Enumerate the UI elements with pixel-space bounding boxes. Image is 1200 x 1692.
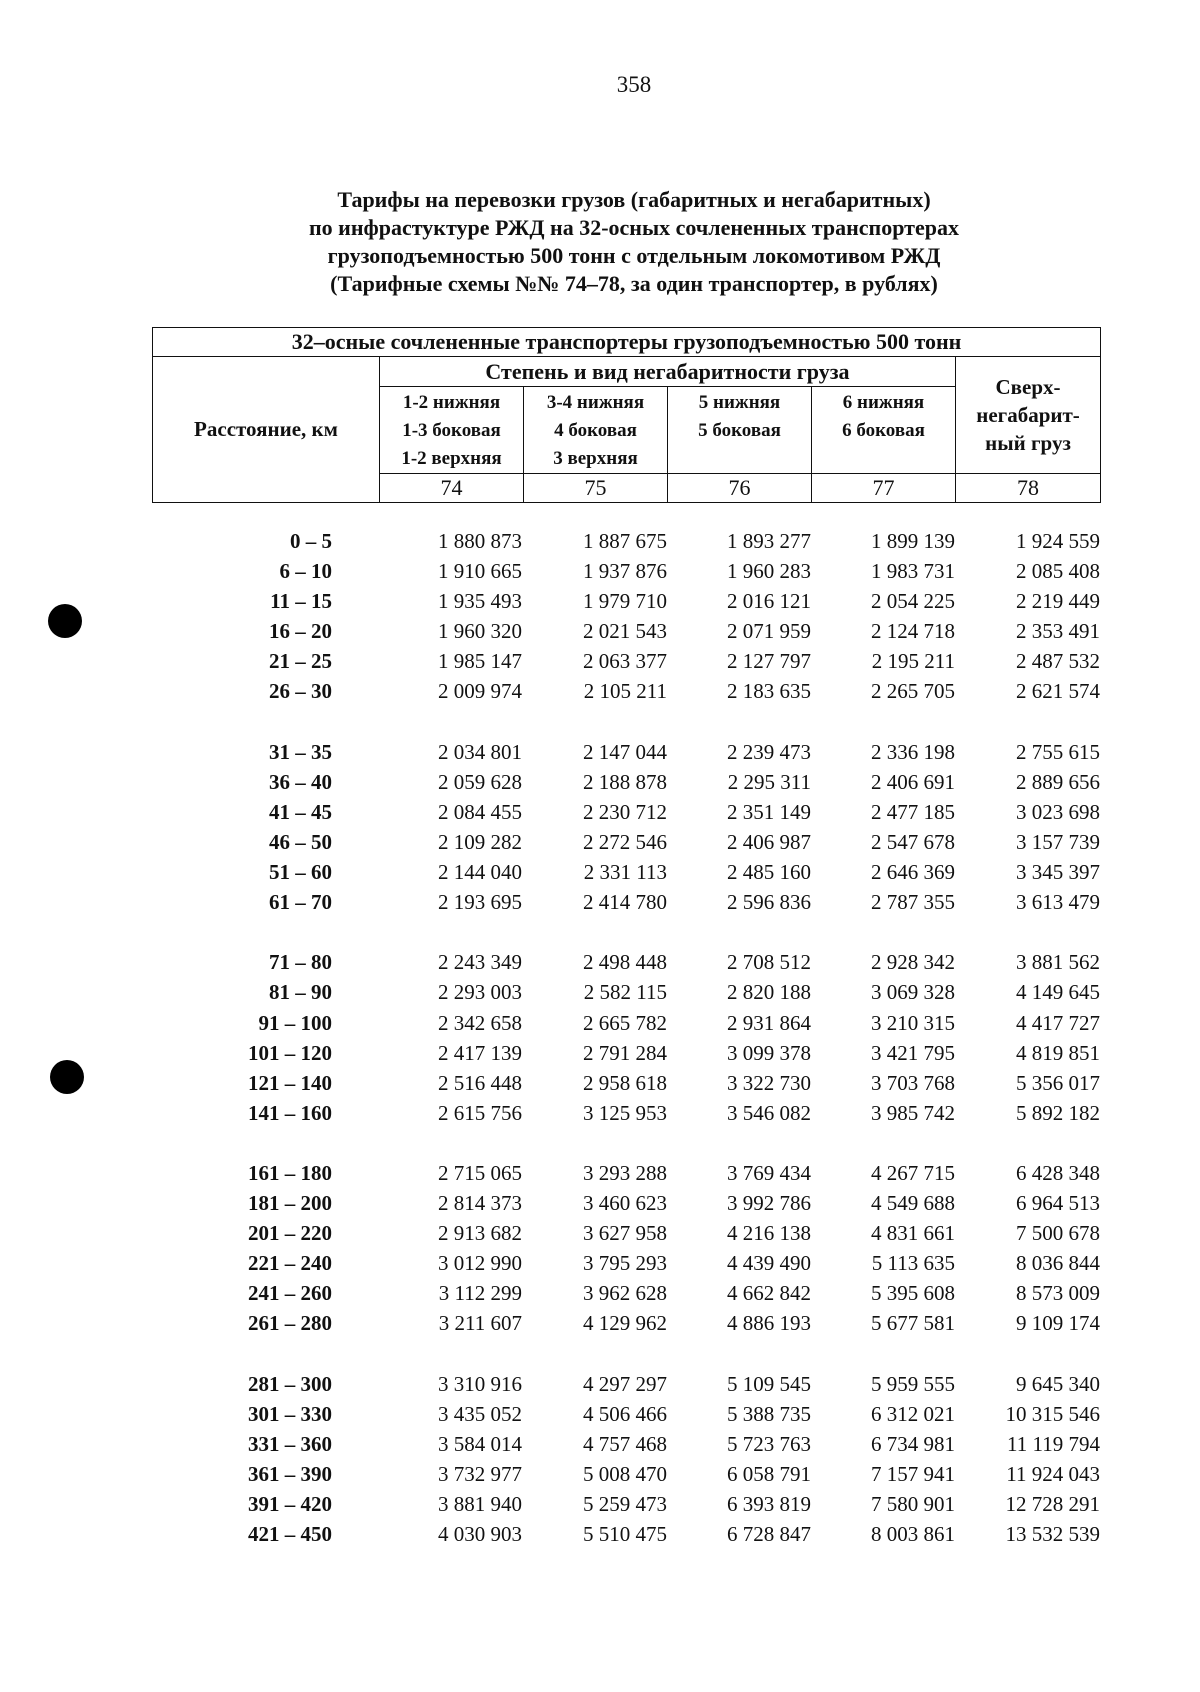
table-row — [0, 1429, 1200, 1459]
table-row — [0, 1519, 1200, 1549]
tariff-value-74: 2 109 282 — [438, 829, 522, 854]
category-line: 6 боковая — [842, 420, 925, 441]
tariff-value-76: 3 769 434 — [727, 1160, 811, 1185]
super-oversize-header — [956, 357, 1101, 474]
tariff-value-76: 5 109 545 — [727, 1371, 811, 1396]
tariff-value-76: 3 546 082 — [727, 1100, 811, 1125]
tariff-value-76: 4 216 138 — [727, 1221, 811, 1246]
tariff-value-76: 2 016 121 — [727, 589, 811, 614]
page-number: 358 — [616, 72, 652, 97]
table-row — [0, 1038, 1200, 1068]
category-line: 5 боковая — [698, 420, 781, 441]
tariff-value-74: 2 615 756 — [438, 1100, 522, 1125]
tariff-value-76: 2 183 635 — [727, 679, 811, 704]
tariff-value-75: 2 958 618 — [583, 1070, 667, 1095]
distance-range: 121 – 140 — [248, 1070, 332, 1095]
tariff-value-76: 3 992 786 — [727, 1191, 811, 1216]
tariff-value-75: 2 414 780 — [583, 890, 667, 915]
tariff-value-76: 2 351 149 — [727, 799, 811, 824]
tariff-value-75: 4 506 466 — [583, 1401, 667, 1426]
distance-range: 26 – 30 — [269, 679, 332, 704]
distance-range: 361 – 390 — [248, 1461, 332, 1486]
tariff-value-76: 2 485 160 — [727, 860, 811, 885]
tariff-value-75: 2 791 284 — [583, 1040, 667, 1065]
distance-range: 71 – 80 — [269, 950, 332, 975]
table-row — [0, 977, 1200, 1007]
tariff-value-75: 4 757 468 — [583, 1431, 667, 1456]
table-row — [0, 797, 1200, 827]
tariff-value-77: 6 734 981 — [871, 1431, 955, 1456]
title-line: (Тарифные схемы №№ 74–78, за один транспортер, в рублях) — [330, 271, 938, 296]
tariff-value-78: 8 036 844 — [1016, 1251, 1100, 1276]
tariff-value-77: 3 703 768 — [871, 1070, 955, 1095]
tariff-value-76: 3 322 730 — [727, 1070, 811, 1095]
title-line: грузоподъемностью 500 тонн с отдельным локомотивом РЖД — [327, 243, 941, 268]
table-row — [0, 1068, 1200, 1098]
category-line: 1-3 боковая — [402, 420, 501, 441]
table-row — [0, 526, 1200, 556]
tariff-value-77: 4 831 661 — [871, 1221, 955, 1246]
tariff-value-78: 7 500 678 — [1016, 1221, 1100, 1246]
tariff-value-77: 2 124 718 — [871, 619, 955, 644]
title-line: Тарифы на перевозки грузов (габаритных и негабаритных) — [337, 187, 931, 212]
super-oversize-line: Сверх- — [995, 375, 1061, 399]
category-line: 6 нижняя — [842, 392, 925, 413]
tariff-value-74: 2 913 682 — [438, 1221, 522, 1246]
tariff-value-77: 3 985 742 — [871, 1100, 955, 1125]
table-row — [0, 1008, 1200, 1038]
tariff-value-77: 7 580 901 — [871, 1492, 955, 1516]
tariff-value-74: 3 584 014 — [438, 1431, 522, 1456]
distance-range: 301 – 330 — [248, 1401, 332, 1426]
distance-range: 391 – 420 — [248, 1492, 332, 1516]
table-row — [0, 887, 1200, 917]
tariff-value-75: 2 331 113 — [583, 860, 667, 885]
tariff-value-75: 1 937 876 — [583, 559, 667, 584]
table-top-header: 32–осные сочлененные транспортеры грузоподъемностью 500 тонн — [153, 328, 1101, 357]
tariff-value-77: 2 406 691 — [871, 769, 955, 794]
tariff-value-77: 5 959 555 — [871, 1371, 955, 1396]
tariff-table-header — [152, 327, 1101, 503]
tariff-value-76: 2 820 188 — [727, 980, 811, 1005]
tariff-value-75: 3 795 293 — [583, 1251, 667, 1276]
tariff-value-77: 3 069 328 — [871, 980, 955, 1005]
distance-range: 221 – 240 — [248, 1251, 332, 1276]
category-line: 4 боковая — [554, 420, 637, 441]
tariff-value-76: 1 893 277 — [727, 529, 811, 553]
tariff-value-74: 3 310 916 — [438, 1371, 522, 1396]
tariff-value-78: 9 645 340 — [1016, 1371, 1100, 1396]
tariff-value-77: 5 395 608 — [871, 1281, 955, 1306]
tariff-value-76: 5 723 763 — [727, 1431, 811, 1456]
tariff-value-75: 3 125 953 — [583, 1100, 667, 1125]
tariff-value-77: 4 267 715 — [871, 1160, 955, 1185]
category-line: 3 верхняя — [553, 448, 638, 469]
tariff-value-77: 2 195 211 — [871, 649, 955, 674]
tariff-value-76: 2 596 836 — [727, 890, 811, 915]
tariff-value-74: 2 715 065 — [438, 1160, 522, 1185]
oversize-degree-header: Степень и вид негабаритности груза — [380, 357, 956, 387]
tariff-value-75: 1 887 675 — [583, 529, 667, 553]
tariff-value-77: 2 477 185 — [871, 799, 955, 824]
tariff-value-74: 3 012 990 — [438, 1251, 522, 1276]
scheme-number-74: 74 — [380, 474, 524, 503]
tariff-value-78: 1 924 559 — [1016, 529, 1100, 553]
distance-range: 241 – 260 — [248, 1281, 332, 1306]
distance-range: 161 – 180 — [248, 1160, 332, 1185]
tariff-value-74: 4 030 903 — [438, 1522, 522, 1547]
tariff-value-77: 2 054 225 — [871, 589, 955, 614]
tariff-value-75: 2 063 377 — [583, 649, 667, 674]
tariff-value-74: 3 435 052 — [438, 1401, 522, 1426]
tariff-value-74: 1 960 320 — [438, 619, 522, 644]
tariff-value-78: 11 119 794 — [1007, 1431, 1100, 1456]
table-row — [0, 586, 1200, 616]
tariff-value-76: 4 662 842 — [727, 1281, 811, 1306]
tariff-value-78: 8 573 009 — [1016, 1281, 1100, 1306]
tariff-value-76: 3 099 378 — [727, 1040, 811, 1065]
category-header-76 — [668, 387, 812, 474]
table-row — [0, 1308, 1200, 1338]
distance-range: 81 – 90 — [269, 980, 332, 1005]
tariff-value-75: 2 147 044 — [583, 739, 667, 764]
distance-range: 0 – 5 — [290, 529, 332, 553]
super-oversize-line: негабарит- — [976, 403, 1080, 427]
category-header-77 — [812, 387, 956, 474]
scheme-number-76: 76 — [668, 474, 812, 503]
tariff-value-74: 1 910 665 — [438, 559, 522, 584]
tariff-value-77: 7 157 941 — [871, 1461, 955, 1486]
category-line: 1-2 верхняя — [401, 448, 502, 469]
distance-range: 11 – 15 — [270, 589, 332, 614]
tariff-value-74: 3 112 299 — [438, 1281, 522, 1306]
tariff-value-75: 5 259 473 — [583, 1492, 667, 1516]
tariff-value-74: 2 059 628 — [438, 769, 522, 794]
tariff-value-77: 5 677 581 — [871, 1311, 955, 1336]
tariff-value-75: 2 665 782 — [583, 1010, 667, 1035]
tariff-value-78: 4 819 851 — [1016, 1040, 1100, 1065]
tariff-value-76: 2 406 987 — [727, 829, 811, 854]
tariff-value-77: 2 547 678 — [871, 829, 955, 854]
tariff-value-77: 1 983 731 — [871, 559, 955, 584]
tariff-value-78: 5 892 182 — [1016, 1100, 1100, 1125]
tariff-value-77: 2 787 355 — [871, 890, 955, 915]
table-row — [0, 857, 1200, 887]
tariff-value-76: 2 239 473 — [727, 739, 811, 764]
super-oversize-line: ный груз — [985, 431, 1071, 455]
tariff-value-74: 2 144 040 — [438, 860, 522, 885]
distance-range: 281 – 300 — [248, 1371, 332, 1396]
table-row — [0, 1278, 1200, 1308]
tariff-value-75: 5 008 470 — [583, 1461, 667, 1486]
distance-range: 421 – 450 — [248, 1522, 332, 1547]
tariff-value-77: 5 113 635 — [871, 1251, 955, 1276]
table-row — [0, 1098, 1200, 1128]
document-title — [200, 186, 1068, 298]
tariff-value-78: 12 728 291 — [1005, 1492, 1100, 1516]
tariff-value-77: 3 421 795 — [871, 1040, 955, 1065]
tariff-value-75: 5 510 475 — [583, 1522, 667, 1547]
tariff-value-74: 3 211 607 — [438, 1311, 522, 1336]
tariff-value-77: 1 899 139 — [871, 529, 955, 553]
tariff-value-74: 2 342 658 — [438, 1010, 522, 1035]
table-row — [0, 827, 1200, 857]
tariff-value-78: 2 085 408 — [1016, 559, 1100, 584]
tariff-value-75: 2 230 712 — [583, 799, 667, 824]
tariff-value-77: 2 336 198 — [871, 739, 955, 764]
tariff-value-76: 2 295 311 — [727, 769, 811, 794]
tariff-value-74: 2 084 455 — [438, 799, 522, 824]
distance-range: 36 – 40 — [269, 769, 332, 794]
tariff-value-74: 1 880 873 — [438, 529, 522, 553]
title-line: по инфрастуктуре РЖД на 32-осных сочлененных транспортерах — [309, 215, 959, 240]
tariff-value-78: 2 621 574 — [1016, 679, 1100, 704]
tariff-value-77: 8 003 861 — [871, 1522, 955, 1547]
tariff-value-75: 3 627 958 — [583, 1221, 667, 1246]
tariff-value-74: 2 293 003 — [438, 980, 522, 1005]
tariff-value-77: 4 549 688 — [871, 1191, 955, 1216]
tariff-value-78: 2 353 491 — [1016, 619, 1100, 644]
distance-range: 141 – 160 — [248, 1100, 332, 1125]
tariff-value-74: 2 009 974 — [438, 679, 522, 704]
tariff-value-74: 2 516 448 — [438, 1070, 522, 1095]
scheme-number-75: 75 — [524, 474, 668, 503]
tariff-table-body — [0, 526, 1200, 1549]
table-row — [0, 1399, 1200, 1429]
tariff-value-77: 2 265 705 — [871, 679, 955, 704]
tariff-value-78: 3 157 739 — [1016, 829, 1100, 854]
table-row — [0, 947, 1200, 977]
tariff-value-78: 13 532 539 — [1005, 1522, 1100, 1547]
distance-range: 6 – 10 — [279, 559, 332, 584]
category-header-74 — [380, 387, 524, 474]
distance-range: 61 – 70 — [269, 890, 332, 915]
tariff-value-76: 4 886 193 — [727, 1311, 811, 1336]
table-row — [0, 1248, 1200, 1278]
distance-range: 21 – 25 — [269, 649, 332, 674]
tariff-value-74: 2 243 349 — [438, 950, 522, 975]
distance-header: Расстояние, км — [153, 357, 380, 503]
tariff-value-78: 3 023 698 — [1016, 799, 1100, 824]
tariff-value-75: 2 105 211 — [583, 679, 667, 704]
tariff-value-78: 11 924 043 — [1006, 1461, 1100, 1486]
category-line: 5 нижняя — [698, 392, 781, 413]
table-row — [0, 1459, 1200, 1489]
tariff-value-78: 3 345 397 — [1016, 860, 1100, 885]
tariff-value-75: 2 498 448 — [583, 950, 667, 975]
tariff-value-76: 6 728 847 — [727, 1522, 811, 1547]
table-row — [0, 767, 1200, 797]
table-row — [0, 646, 1200, 676]
tariff-value-76: 2 127 797 — [727, 649, 811, 674]
tariff-value-78: 2 487 532 — [1016, 649, 1100, 674]
table-row — [0, 1158, 1200, 1188]
category-line: 1-2 нижняя — [402, 392, 501, 413]
tariff-value-78: 4 149 645 — [1016, 980, 1100, 1005]
tariff-value-76: 2 708 512 — [727, 950, 811, 975]
tariff-value-76: 5 388 735 — [727, 1401, 811, 1426]
tariff-value-75: 2 272 546 — [583, 829, 667, 854]
category-line: 3-4 нижняя — [546, 392, 645, 413]
distance-range: 331 – 360 — [248, 1431, 332, 1456]
tariff-value-78: 3 613 479 — [1016, 890, 1100, 915]
punch-hole — [48, 604, 82, 638]
tariff-value-76: 2 071 959 — [727, 619, 811, 644]
tariff-value-74: 2 034 801 — [438, 739, 522, 764]
tariff-value-75: 3 460 623 — [583, 1191, 667, 1216]
table-row — [0, 1489, 1200, 1519]
tariff-value-78: 5 356 017 — [1016, 1070, 1100, 1095]
tariff-value-74: 2 417 139 — [438, 1040, 522, 1065]
tariff-value-78: 6 964 513 — [1016, 1191, 1100, 1216]
tariff-value-75: 2 021 543 — [583, 619, 667, 644]
tariff-value-77: 2 646 369 — [871, 860, 955, 885]
tariff-value-76: 4 439 490 — [727, 1251, 811, 1276]
tariff-value-75: 1 979 710 — [583, 589, 667, 614]
tariff-value-74: 1 985 147 — [438, 649, 522, 674]
punch-hole — [50, 1060, 84, 1094]
table-row — [0, 1218, 1200, 1248]
tariff-value-75: 3 293 288 — [583, 1160, 667, 1185]
tariff-value-77: 2 928 342 — [871, 950, 955, 975]
tariff-value-76: 1 960 283 — [727, 559, 811, 584]
distance-range: 91 – 100 — [258, 1010, 332, 1035]
distance-range: 261 – 280 — [248, 1311, 332, 1336]
distance-range: 201 – 220 — [248, 1221, 332, 1246]
scheme-number-78: 78 — [956, 474, 1101, 503]
tariff-value-75: 2 188 878 — [583, 769, 667, 794]
tariff-value-76: 6 058 791 — [727, 1461, 811, 1486]
tariff-value-78: 10 315 546 — [1005, 1401, 1100, 1426]
table-row — [0, 1188, 1200, 1218]
tariff-value-78: 4 417 727 — [1016, 1010, 1100, 1035]
tariff-value-75: 4 129 962 — [583, 1311, 667, 1336]
distance-range: 16 – 20 — [269, 619, 332, 644]
distance-range: 46 – 50 — [269, 829, 332, 854]
tariff-value-78: 2 889 656 — [1016, 769, 1100, 794]
distance-range: 181 – 200 — [248, 1191, 332, 1216]
scheme-number-77: 77 — [812, 474, 956, 503]
distance-range: 101 – 120 — [248, 1040, 332, 1065]
tariff-value-75: 3 962 628 — [583, 1281, 667, 1306]
tariff-value-74: 1 935 493 — [438, 589, 522, 614]
tariff-value-74: 2 814 373 — [438, 1191, 522, 1216]
distance-range: 41 – 45 — [269, 799, 332, 824]
tariff-value-78: 6 428 348 — [1016, 1160, 1100, 1185]
tariff-value-77: 6 312 021 — [871, 1401, 955, 1426]
tariff-value-78: 2 219 449 — [1016, 589, 1100, 614]
tariff-value-76: 2 931 864 — [727, 1010, 811, 1035]
table-row — [0, 676, 1200, 706]
tariff-value-74: 2 193 695 — [438, 890, 522, 915]
tariff-value-78: 9 109 174 — [1016, 1311, 1100, 1336]
tariff-value-76: 6 393 819 — [727, 1492, 811, 1516]
table-row — [0, 1369, 1200, 1399]
distance-range: 51 – 60 — [269, 860, 332, 885]
distance-range: 31 – 35 — [269, 739, 332, 764]
tariff-value-74: 3 732 977 — [438, 1461, 522, 1486]
table-row — [0, 737, 1200, 767]
tariff-value-75: 4 297 297 — [583, 1371, 667, 1396]
tariff-value-74: 3 881 940 — [438, 1492, 522, 1516]
tariff-value-77: 3 210 315 — [871, 1010, 955, 1035]
tariff-value-75: 2 582 115 — [583, 980, 667, 1005]
category-header-75 — [524, 387, 668, 474]
tariff-value-78: 3 881 562 — [1016, 950, 1100, 975]
tariff-value-78: 2 755 615 — [1016, 739, 1100, 764]
table-row — [0, 616, 1200, 646]
table-row — [0, 556, 1200, 586]
